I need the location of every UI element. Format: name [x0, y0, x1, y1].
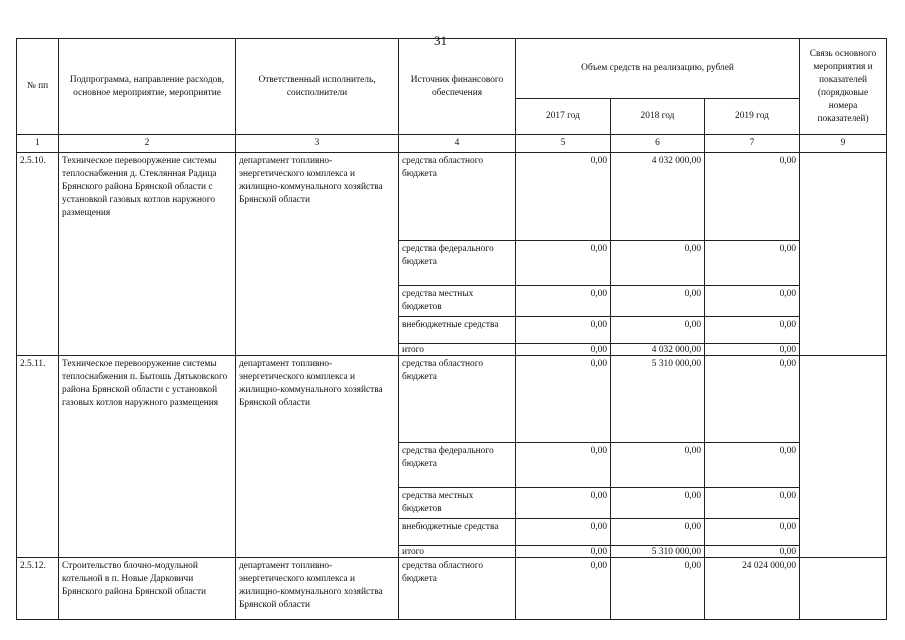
amount-2017: 0,00 — [516, 488, 611, 519]
row-number: 2.5.11. — [17, 356, 59, 558]
column-number: 6 — [611, 135, 705, 153]
funding-source: средства федерального бюджета — [399, 443, 516, 488]
funding-source: средства областного бюджета — [399, 153, 516, 241]
amount-2019: 0,00 — [705, 519, 800, 546]
table-row — [17, 153, 887, 241]
table-row — [17, 558, 887, 620]
amount-2019: 0,00 — [705, 317, 800, 344]
amount-2017: 0,00 — [516, 558, 611, 620]
executor: департамент топливно-энергетического комплекса и жилищно-коммунального хозяйства Брянской области — [236, 558, 399, 620]
funding-source: средства местных бюджетов — [399, 488, 516, 519]
amount-2017: 0,00 — [516, 356, 611, 443]
amount-2017: 0,00 — [516, 153, 611, 241]
funding-source: внебюджетные средства — [399, 317, 516, 344]
indicator-link — [800, 356, 887, 558]
amount-2019: 0,00 — [705, 488, 800, 519]
row-number: 2.5.10. — [17, 153, 59, 356]
executor: департамент топливно-энергетического комплекса и жилищно-коммунального хозяйства Брянской области — [236, 356, 399, 558]
header-volume: Объем средств на реализацию, рублей — [516, 39, 800, 99]
page-number: 31 — [434, 33, 447, 48]
amount-2018: 0,00 — [611, 558, 705, 620]
funding-source: средства федерального бюджета — [399, 241, 516, 286]
amount-2018: 0,00 — [611, 286, 705, 317]
header-year-2019: 2019 год — [705, 99, 800, 135]
header-executor: Ответственный исполнитель, соисполнители — [236, 39, 399, 135]
column-number: 3 — [236, 135, 399, 153]
header-no: № пп — [17, 39, 59, 135]
amount-2017: 0,00 — [516, 317, 611, 344]
amount-2019: 24 024 000,00 — [705, 558, 800, 620]
indicator-link — [800, 558, 887, 620]
funding-source: средства областного бюджета — [399, 356, 516, 443]
total-label: итого — [399, 344, 516, 356]
header-year-2017: 2017 год — [516, 99, 611, 135]
total-2017: 0,00 — [516, 344, 611, 356]
amount-2018: 5 310 000,00 — [611, 356, 705, 443]
amount-2017: 0,00 — [516, 519, 611, 546]
amount-2018: 0,00 — [611, 317, 705, 344]
amount-2019: 0,00 — [705, 241, 800, 286]
column-number: 5 — [516, 135, 611, 153]
funding-source: средства областного бюджета — [399, 558, 516, 620]
amount-2019: 0,00 — [705, 356, 800, 443]
measure-name: Строительство блочно-модульной котельной в п. Новые Дарковичи Брянского района Брянской области — [59, 558, 236, 620]
measure-name: Техническое перевооружение системы теплоснабжения д. Стеклянная Радица Брянского района Брянской области с установкой газовых котлов наружного размещения — [59, 153, 236, 356]
column-number: 7 — [705, 135, 800, 153]
amount-2019: 0,00 — [705, 153, 800, 241]
amount-2017: 0,00 — [516, 286, 611, 317]
indicator-link — [800, 153, 887, 356]
executor: департамент топливно-энергетического комплекса и жилищно-коммунального хозяйства Брянской области — [236, 153, 399, 356]
amount-2017: 0,00 — [516, 241, 611, 286]
measure-name: Техническое перевооружение системы теплоснабжения п. Бытошь Дятьковского района Брянской области с установкой газовых котлов наружного размещения — [59, 356, 236, 558]
total-2018: 5 310 000,00 — [611, 546, 705, 558]
column-number: 2 — [59, 135, 236, 153]
amount-2017: 0,00 — [516, 443, 611, 488]
amount-2018: 0,00 — [611, 519, 705, 546]
amount-2018: 0,00 — [611, 241, 705, 286]
column-number: 1 — [17, 135, 59, 153]
amount-2019: 0,00 — [705, 443, 800, 488]
column-number: 9 — [800, 135, 887, 153]
total-2017: 0,00 — [516, 546, 611, 558]
header-subprogram: Подпрограмма, направление расходов, основное мероприятие, мероприятие — [59, 39, 236, 135]
total-2019: 0,00 — [705, 546, 800, 558]
total-label: итого — [399, 546, 516, 558]
row-number: 2.5.12. — [17, 558, 59, 620]
amount-2018: 4 032 000,00 — [611, 153, 705, 241]
header-row-1 — [17, 39, 887, 99]
header-year-2018: 2018 год — [611, 99, 705, 135]
header-source: Источник финансового обеспечения — [399, 39, 516, 135]
amount-2019: 0,00 — [705, 286, 800, 317]
column-number: 4 — [399, 135, 516, 153]
budget-table — [16, 38, 887, 620]
table-row — [17, 356, 887, 443]
header-link: Связь основного мероприятия и показателей (порядковые номера показателей) — [800, 39, 887, 135]
funding-source: средства местных бюджетов — [399, 286, 516, 317]
total-2019: 0,00 — [705, 344, 800, 356]
amount-2018: 0,00 — [611, 488, 705, 519]
amount-2018: 0,00 — [611, 443, 705, 488]
total-2018: 4 032 000,00 — [611, 344, 705, 356]
funding-source: внебюджетные средства — [399, 519, 516, 546]
column-number-row — [17, 135, 887, 153]
